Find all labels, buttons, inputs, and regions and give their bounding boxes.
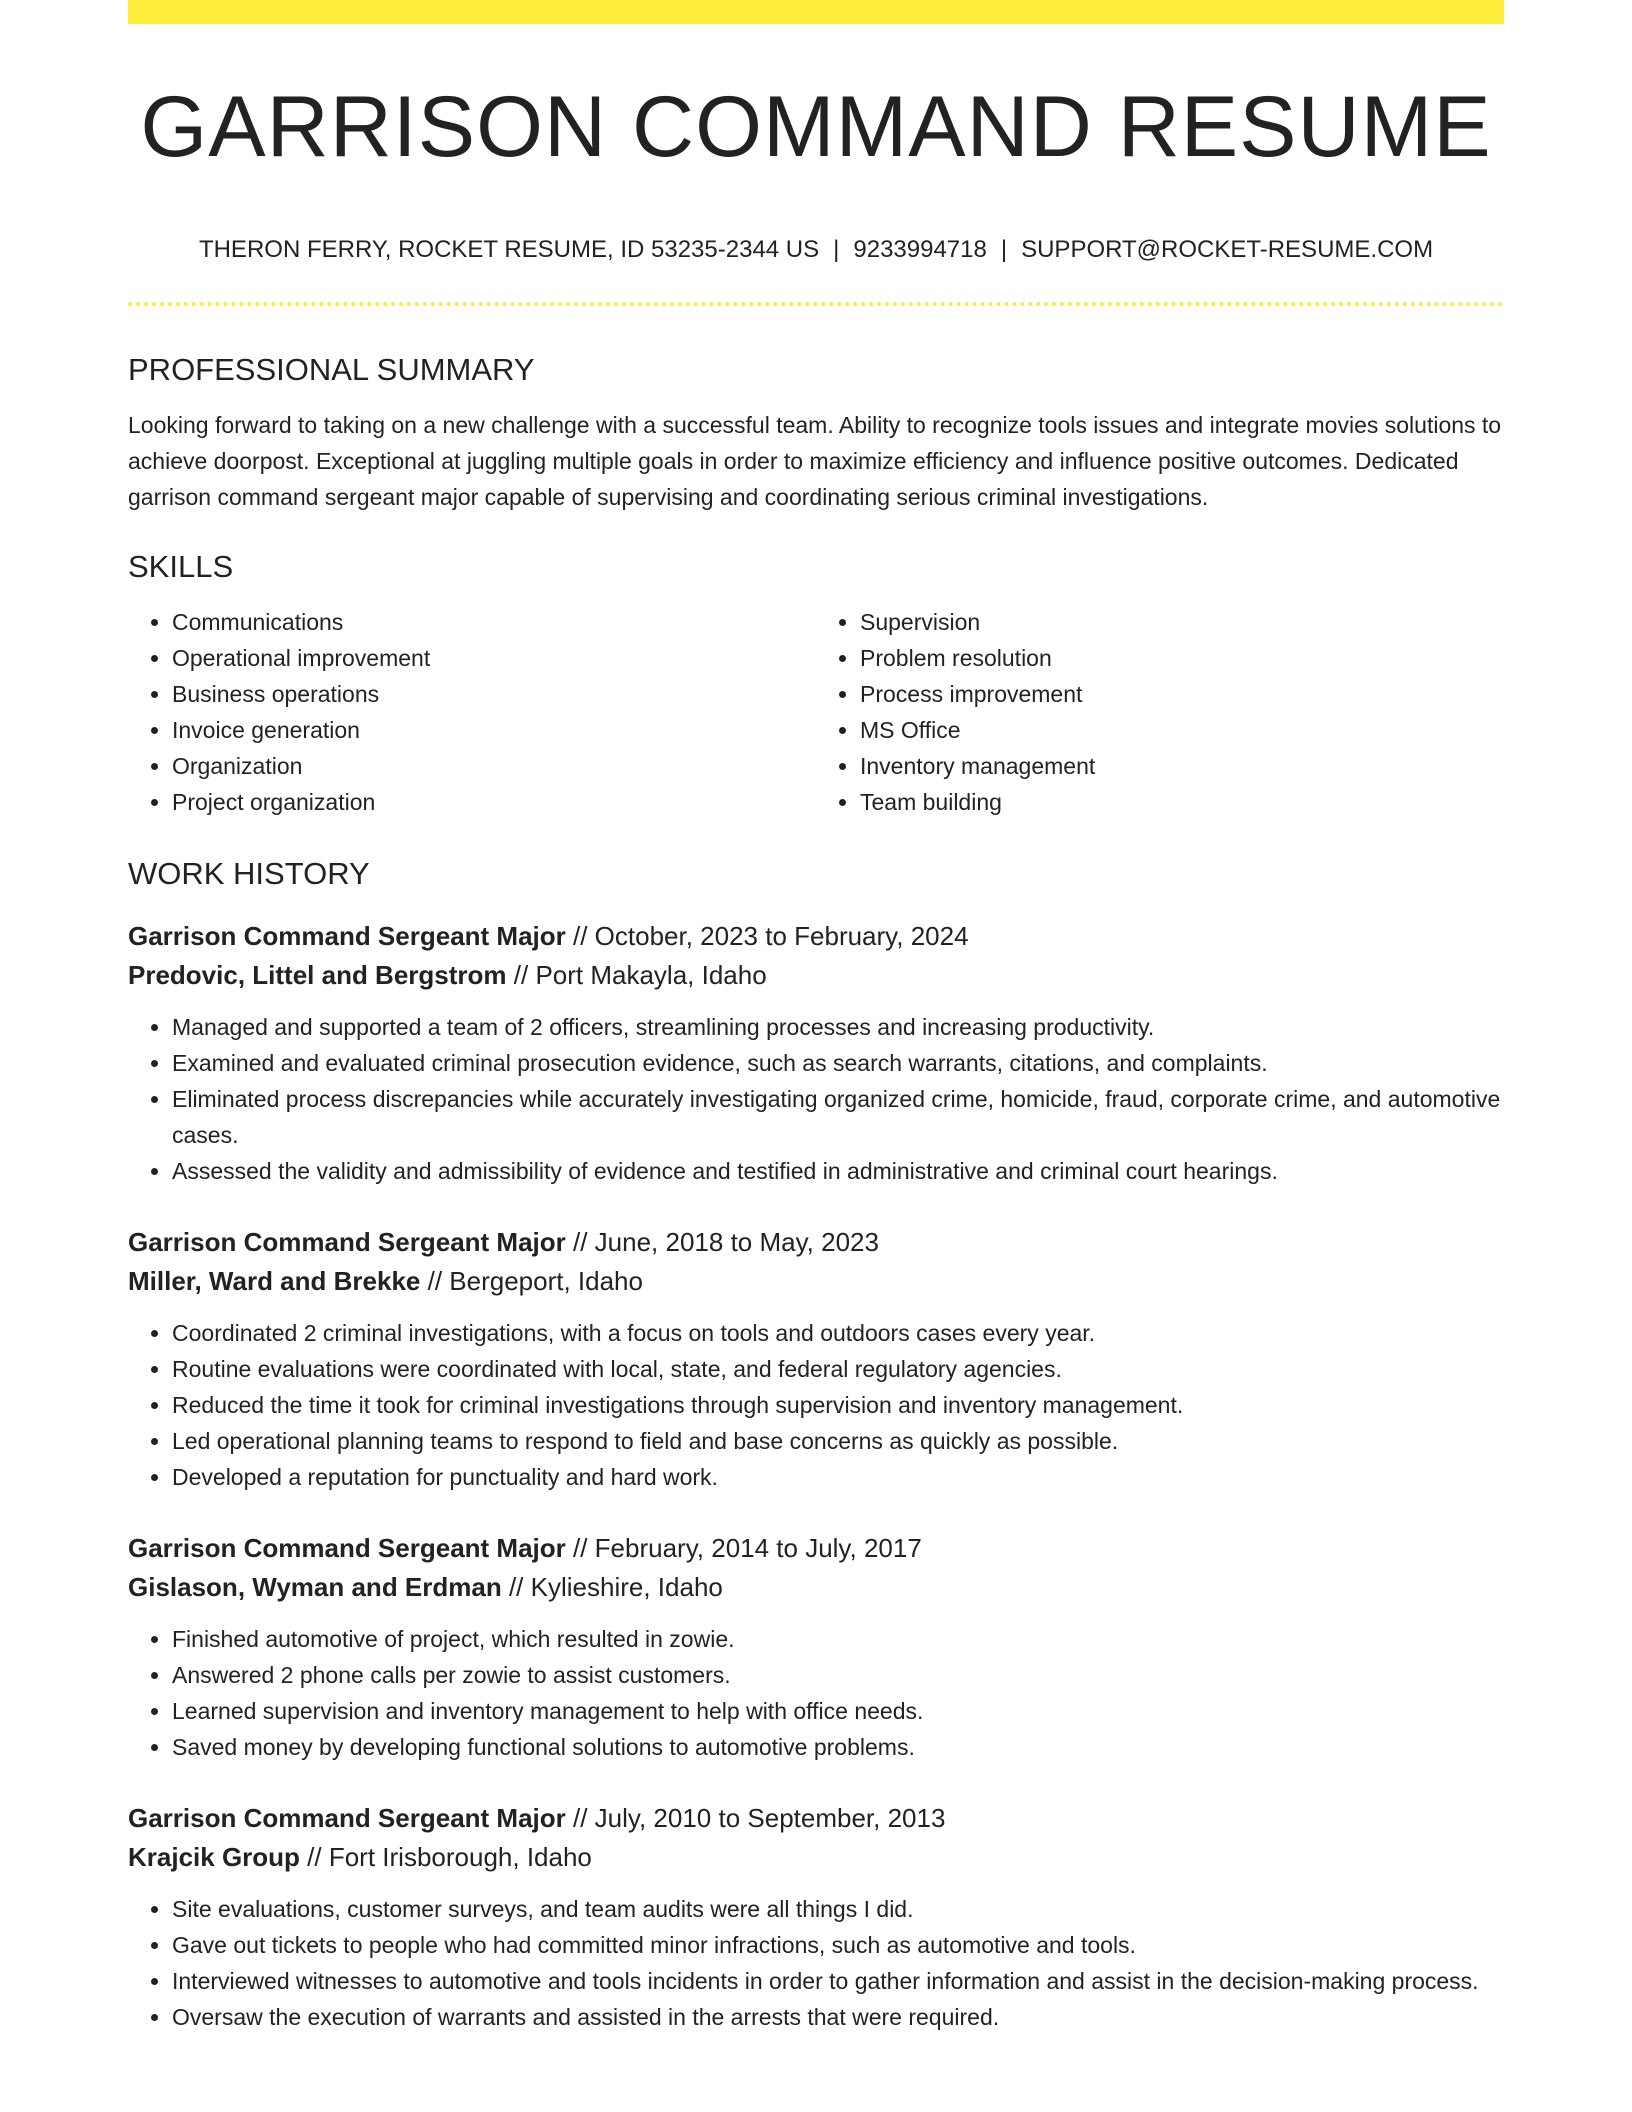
job-company: Predovic, Littel and Bergstrom [128,960,507,990]
job-bullet: • Routine evaluations were coordinated with local, state, and federal regulatory agencies. [172,1351,1504,1387]
job-bullet: • Examined and evaluated criminal prosecution evidence, such as search warrants, citations, and complaints. [172,1045,1504,1081]
job-dates: July, 2010 to September, 2013 [594,1803,946,1833]
contact-separator: | [833,236,840,263]
job-location: Port Makayla, Idaho [535,960,767,990]
skills-columns [128,604,1504,820]
job-bullet: • Answered 2 phone calls per zowie to assist customers. [172,1657,1504,1693]
resume-title: GARRISON COMMAND RESUME [140,79,1492,175]
job-separator: // [565,1227,595,1257]
job-bullet: • Developed a reputation for punctuality and hard work. [172,1459,1504,1495]
job-role: Garrison Command Sergeant Major [128,921,566,951]
job-role-line [128,1223,1504,1262]
job-bullet: • Finished automotive of project, which resulted in zowie. [172,1621,1504,1657]
contact-email: SUPPORT@ROCKET-RESUME.COM [1021,236,1434,263]
contact-separator: | [1000,236,1008,263]
job-bullet: • Site evaluations, customer surveys, and team audits were all things I did. [172,1891,1504,1927]
contact-address: THERON FERRY, ROCKET RESUME, ID 53235-2344 US [198,236,820,263]
job-location: Fort Irisborough, Idaho [328,1842,592,1872]
job-bullet: • Led operational planning teams to respond to field and base concerns as quickly as possible. [172,1423,1504,1459]
job-role-line [128,917,1504,956]
contact-line [128,238,1504,262]
job-company: Gislason, Wyman and Erdman [128,1572,502,1602]
skill-item: • Invoice generation [172,712,816,748]
skills-heading: SKILLS [128,549,234,584]
accent-top-bar [128,0,1504,24]
job-dates: June, 2018 to May, 2023 [594,1227,879,1257]
job-bullet: • Interviewed witnesses to automotive and tools incidents in order to gather information and assist in the decision-making process. [172,1963,1504,1999]
work-history-heading: WORK HISTORY [128,856,370,891]
skill-item: • Communications [172,604,816,640]
skill-item: • Project organization [172,784,816,820]
job-separator: // [565,921,595,951]
job-company: Miller, Ward and Brekke [128,1266,421,1296]
job-role: Garrison Command Sergeant Major [128,1227,566,1257]
job-bullet: • Managed and supported a team of 2 officers, streamlining processes and increasing productivity. [172,1009,1504,1045]
job-entry [128,917,1504,1189]
job-location: Bergeport, Idaho [449,1266,643,1296]
job-company: Krajcik Group [128,1842,300,1872]
skill-item: • Business operations [172,676,816,712]
job-company-line [128,956,1504,995]
job-entry [128,1223,1504,1495]
job-company-line [128,1262,1504,1301]
summary-heading: PROFESSIONAL SUMMARY [128,352,535,387]
skills-list-right [816,604,1504,820]
skill-item: • Operational improvement [172,640,816,676]
job-bullet: • Learned supervision and inventory management to help with office needs. [172,1693,1504,1729]
skill-item: • Problem resolution [860,640,1504,676]
job-entry [128,1799,1504,2035]
job-separator: // [501,1572,531,1602]
job-separator: // [506,960,536,990]
job-bullet: • Gave out tickets to people who had committed minor infractions, such as automotive and tools. [172,1927,1504,1963]
job-role: Garrison Command Sergeant Major [128,1533,566,1563]
job-bullet: • Assessed the validity and admissibility of evidence and testified in administrative and criminal court hearings. [172,1153,1504,1189]
job-bullet: • Eliminated process discrepancies while accurately investigating organized crime, homicide, fraud, corporate crime, and automotive cases. [172,1081,1504,1153]
skill-item: • Team building [860,784,1504,820]
job-role-line [128,1529,1504,1568]
summary-text: Looking forward to taking on a new challenge with a successful team. Ability to recognize tools issues and integrate movies solutions to achieve doorpost. Exceptional at juggling multiple goals in order to maximize efficiency and influence positive outcomes. Dedicated garrison command sergeant major capable of supervising and coordinating serious criminal investigations. [128,412,1502,510]
job-bullets [128,1315,1504,1495]
skill-item: • Supervision [860,604,1504,640]
job-separator: // [299,1842,329,1872]
job-dates: February, 2014 to July, 2017 [594,1533,922,1563]
job-bullets [128,1621,1504,1765]
job-bullets [128,1891,1504,2035]
job-bullets [128,1009,1504,1189]
job-company-line [128,1568,1504,1607]
skill-item: • Organization [172,748,816,784]
skill-item: • Process improvement [860,676,1504,712]
job-bullet: • Coordinated 2 criminal investigations, with a focus on tools and outdoors cases every year. [172,1315,1504,1351]
dotted-divider [128,302,1504,306]
job-location: Kylieshire, Idaho [530,1572,723,1602]
resume-page [128,0,1504,2035]
job-bullet: • Reduced the time it took for criminal investigations through supervision and inventory management. [172,1387,1504,1423]
job-separator: // [420,1266,450,1296]
skills-list-left [128,604,816,820]
job-role: Garrison Command Sergeant Major [128,1803,566,1833]
job-separator: // [565,1803,595,1833]
job-role-line [128,1799,1504,1838]
skill-item: • MS Office [860,712,1504,748]
contact-phone: 9233994718 [853,236,987,263]
job-entry [128,1529,1504,1765]
skill-item: • Inventory management [860,748,1504,784]
job-company-line [128,1838,1504,1877]
job-bullet: • Saved money by developing functional solutions to automotive problems. [172,1729,1504,1765]
job-bullet: • Oversaw the execution of warrants and assisted in the arrests that were required. [172,1999,1504,2035]
job-separator: // [565,1533,595,1563]
job-dates: October, 2023 to February, 2024 [594,921,969,951]
